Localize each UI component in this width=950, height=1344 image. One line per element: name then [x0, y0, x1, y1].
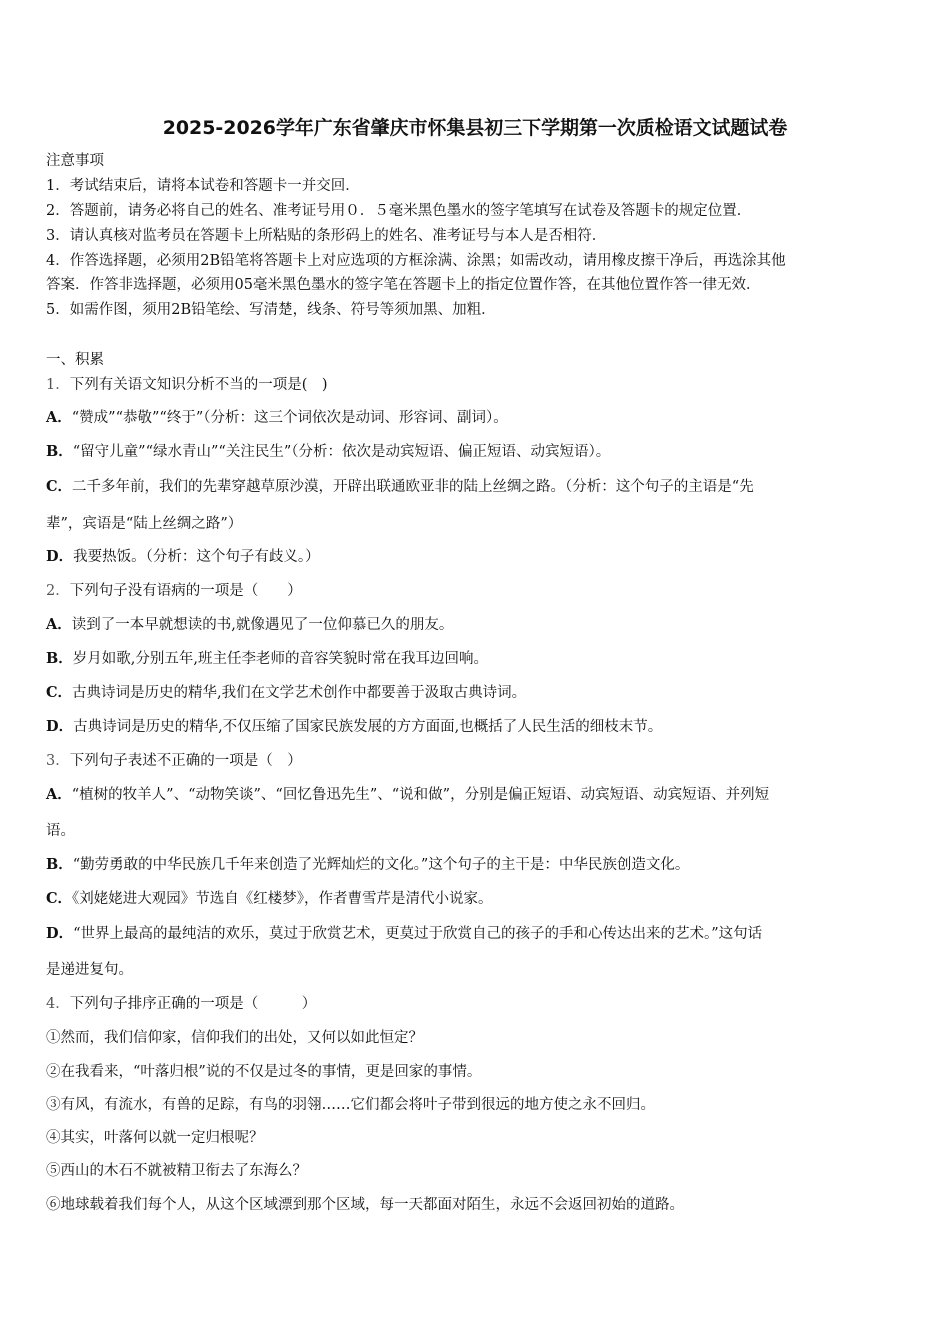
question-text: 下列有关语文知识分析不当的一项是( ) — [69, 377, 328, 393]
option-label: D． — [46, 718, 74, 735]
question-2-stem — [46, 581, 302, 601]
option-text: 《刘姥姥进大观园》节选自《红楼梦》，作者曹雪芹是清代小说家。 — [72, 891, 493, 907]
option-text: 古典诗词是历史的精华,我们在文学艺术创作中都要善于汲取古典诗词。 — [72, 685, 527, 701]
question-number: 4． — [46, 996, 70, 1012]
question-3-option-b — [46, 855, 689, 875]
question-text: 下列句子表述不正确的一项是（ ） — [69, 753, 302, 769]
notice-item: 答案．作答非选择题，必须用05毫米黑色墨水的签字笔在答题卡上的指定位置作答，在其他位置作答一律无效． — [46, 277, 761, 293]
question-4-stem — [46, 994, 316, 1014]
question-3-option-a-continued: 语。 — [46, 823, 75, 839]
option-label: C． — [46, 684, 73, 701]
question-1-option-a — [46, 408, 508, 428]
question-3-option-d-continued: 是递进复句。 — [46, 962, 133, 978]
question-4-sentence: ⑤西山的木石不就被精卫衔去了东海么？ — [46, 1163, 307, 1179]
notice-heading: 注意事项 — [46, 153, 104, 169]
option-text: 古典诗词是历史的精华,不仅压缩了国家民族发展的方方面面,也概括了人民生活的细枝末节。 — [73, 719, 663, 735]
question-number: 2． — [46, 583, 70, 599]
option-label: D． — [46, 925, 74, 942]
option-label: B． — [46, 856, 73, 873]
option-label: A． — [46, 616, 72, 633]
question-3-option-c — [46, 889, 493, 909]
question-2-option-a — [46, 615, 453, 635]
question-3-option-d — [46, 924, 762, 944]
option-text: “植树的牧羊人”、“动物笑谈”、“回忆鲁迅先生”、“说和做”，分别是偏正短语、动宾短语、动宾短语、并列短 — [71, 787, 770, 803]
option-text: 我要热饭。（分析：这个句子有歧义。） — [73, 549, 320, 565]
option-text: 读到了一本早就想读的书,就像遇见了一位仰慕已久的朋友。 — [71, 617, 454, 633]
question-number: 1． — [46, 377, 70, 393]
question-4-sentence: ②在我看来，“叶落归根”说的不仅是过冬的事情，更是回家的事情。 — [46, 1064, 482, 1080]
question-1-option-c — [46, 477, 754, 497]
question-3-option-a — [46, 785, 769, 805]
option-label: C． — [46, 890, 73, 907]
question-4-sentence: ⑥地球载着我们每个人，从这个区域漂到那个区域，每一天都面对陌生，永远不会返回初始的道路。 — [46, 1197, 684, 1213]
option-label: D． — [46, 548, 74, 565]
notice-item: 3．请认真核对监考员在答题卡上所粘贴的条形码上的姓名、准考证号与本人是否相符． — [46, 228, 607, 244]
option-text: “留守儿童”“绿水青山”“关注民生”（分析：依次是动宾短语、偏正短语、动宾短语）。 — [72, 444, 611, 460]
option-label: A． — [46, 786, 72, 803]
notice-item: 5．如需作图，须用2B铅笔绘、写清楚，线条、符号等须加黑、加粗． — [46, 302, 496, 318]
option-label: C． — [46, 478, 73, 495]
question-3-stem — [46, 751, 302, 771]
question-4-sentence: ③有风，有流水，有兽的足踪，有鸟的羽翎……它们都会将叶子带到很远的地方使之永不回归。 — [46, 1097, 655, 1113]
notice-item: 1．考试结束后，请将本试卷和答题卡一并交回． — [46, 178, 360, 194]
question-1-option-c-continued: 辈”，宾语是“陆上丝绸之路”） — [46, 516, 243, 532]
notice-item: 4．作答选择题，必须用2B铅笔将答题卡上对应选项的方框涂满、涂黑；如需改动，请用橡皮擦干净后，再选涂其他 — [46, 253, 786, 269]
exam-title: 2025-2026学年广东省肇庆市怀集县初三下学期第一次质检语文试题试卷 — [162, 117, 788, 139]
option-text: “赞成”“恭敬”“终于”（分析：这三个词依次是动词、形容词、副词）。 — [71, 410, 508, 426]
question-1-option-b — [46, 442, 610, 462]
question-4-sentence: ④其实，叶落何以就一定归根呢？ — [46, 1130, 264, 1146]
notice-item: 2．答题前，请务必将自己的姓名、准考证号用０．５毫米黑色墨水的签字笔填写在试卷及答题卡的规定位置． — [46, 203, 752, 219]
question-2-option-b — [46, 649, 488, 669]
option-text: 二千多年前，我们的先辈穿越草原沙漠，开辟出联通欧亚非的陆上丝绸之路。（分析：这个句子的主语是“先 — [72, 479, 754, 495]
section-heading: 一、积累 — [46, 352, 104, 368]
question-1-stem — [46, 375, 328, 395]
option-text: “勤劳勇敢的中华民族几千年来创造了光辉灿烂的文化。”这个句子的主干是：中华民族创造文化。 — [72, 857, 690, 873]
question-2-option-c — [46, 683, 526, 703]
question-text: 下列句子排序正确的一项是（ ） — [69, 996, 317, 1012]
question-1-option-d — [46, 547, 320, 567]
question-number: 3． — [46, 753, 70, 769]
question-2-option-d — [46, 717, 662, 737]
question-4-sentence: ①然而，我们信仰家，信仰我们的出处，又何以如此恒定？ — [46, 1030, 423, 1046]
option-label: A． — [46, 409, 72, 426]
option-label: B． — [46, 443, 73, 460]
option-text: 岁月如歌,分别五年,班主任李老师的音容笑貌时常在我耳边回响。 — [72, 651, 488, 667]
question-text: 下列句子没有语病的一项是（ ） — [69, 583, 302, 599]
option-label: B． — [46, 650, 73, 667]
option-text: “世界上最高的最纯洁的欢乐，莫过于欣赏艺术，更莫过于欣赏自己的孩子的手和心传达出来的艺术。”这句话 — [73, 926, 763, 942]
